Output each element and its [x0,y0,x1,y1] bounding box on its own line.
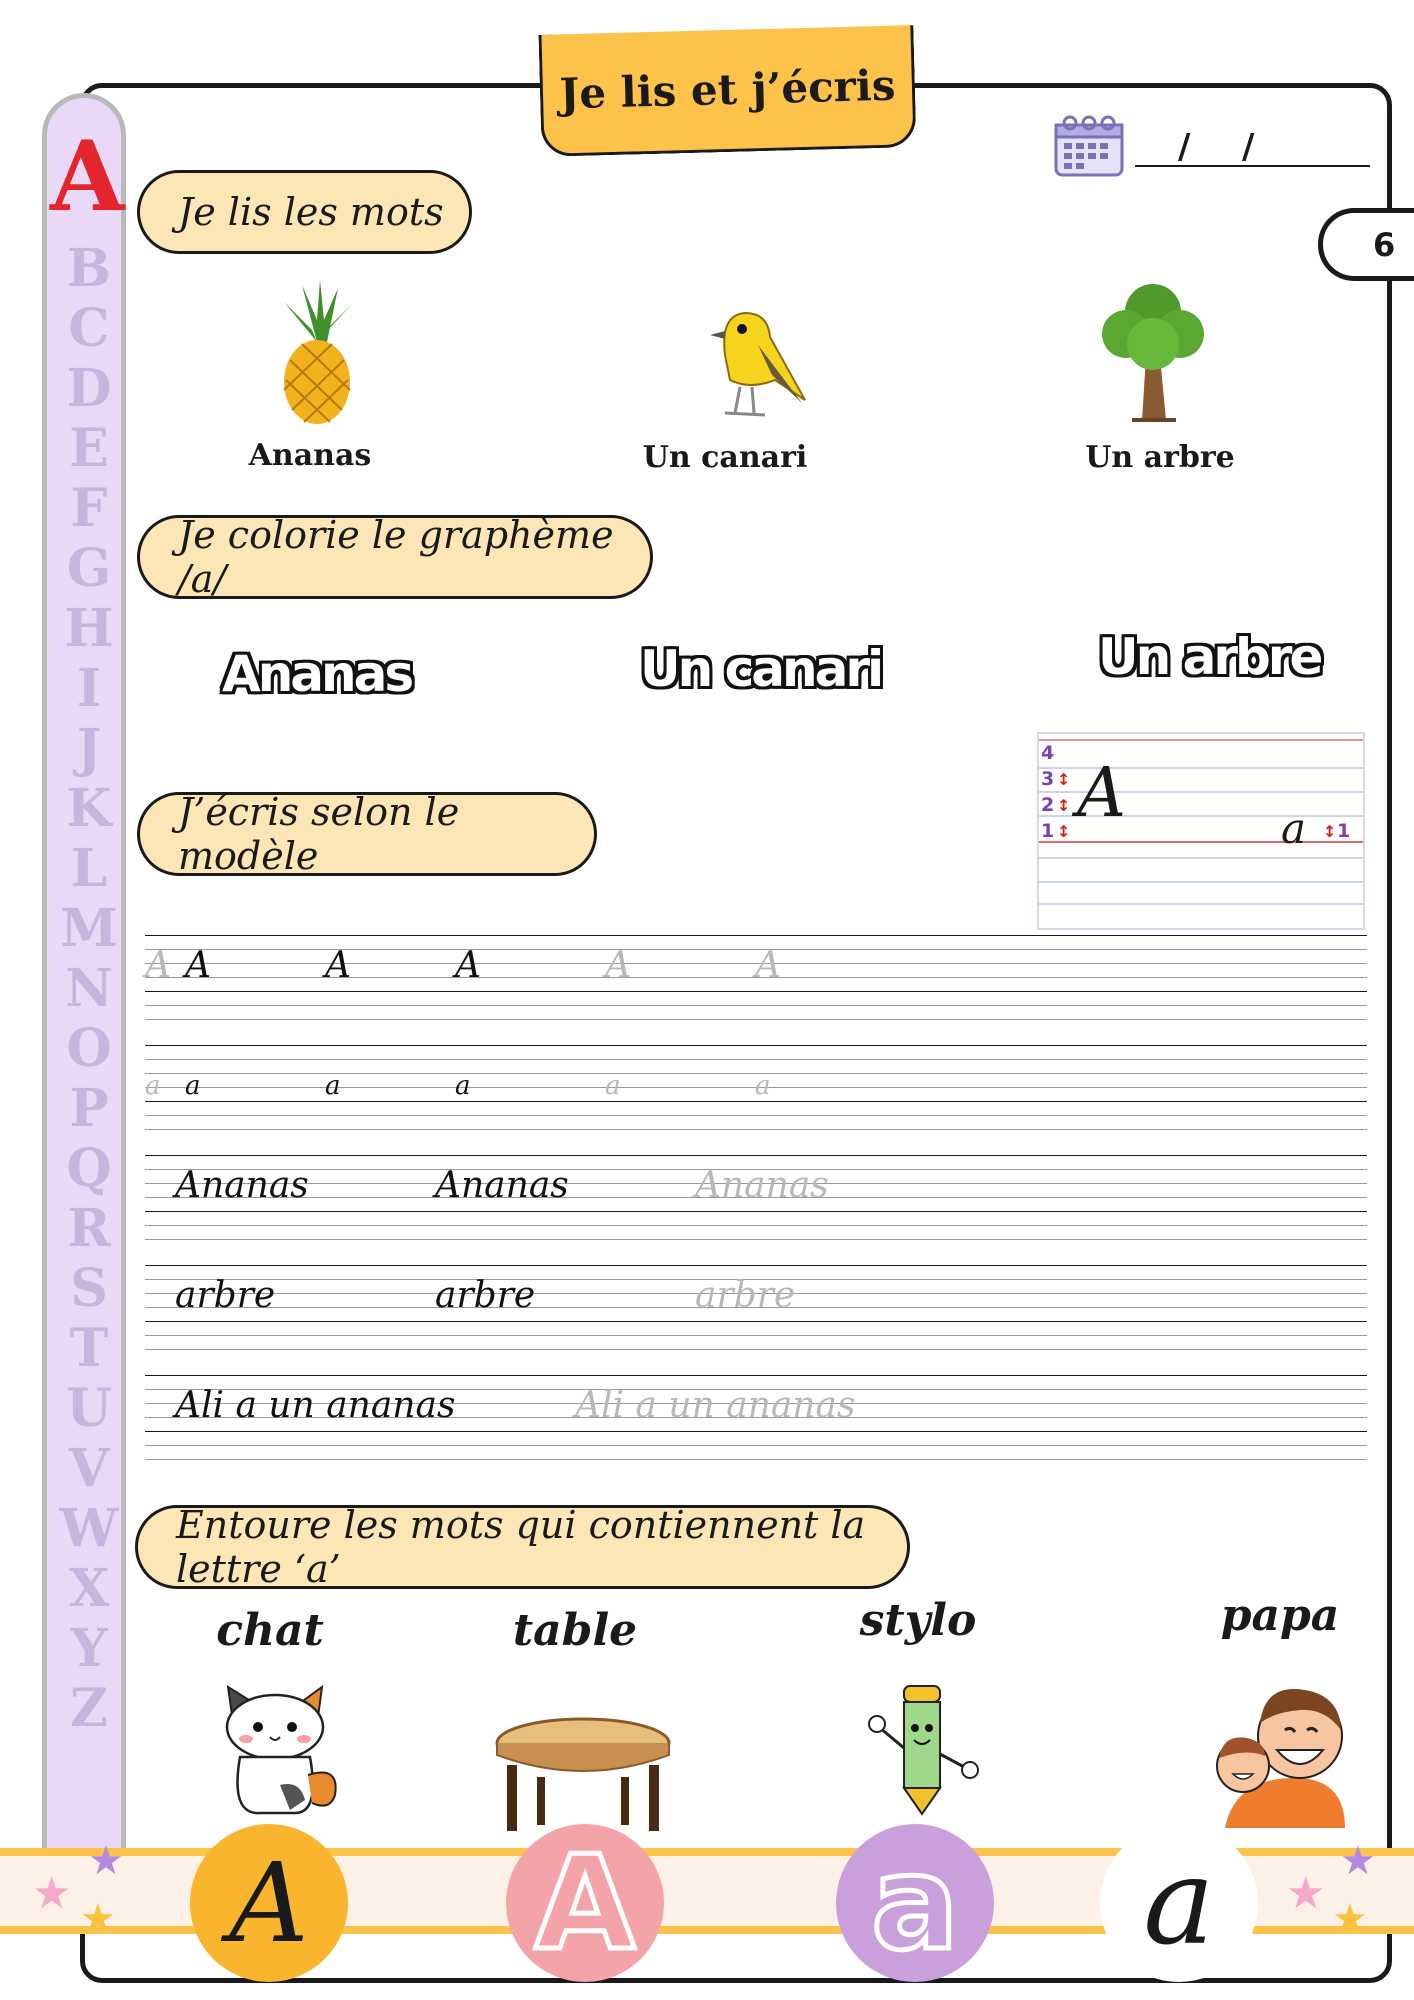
ruling-line [145,1459,1367,1460]
ruling-line [145,1431,1367,1432]
model-word: Ananas [175,1165,309,1206]
trace-word: A [605,945,631,986]
writing-row[interactable] [145,1155,1367,1255]
cursive-a-upper-icon: A [229,1839,309,1967]
alphabet-letter: N [65,958,113,1019]
model-word: a [185,1071,201,1101]
date-separator: / [1242,127,1255,167]
alphabet-letter: P [69,1078,109,1139]
model-word: Ali a un ananas [175,1385,456,1426]
model-word: arbre [435,1275,536,1316]
cat-icon [210,1685,345,1817]
alphabet-letter: Y [70,1618,108,1679]
word-label: Un canari [642,440,808,475]
arrow-icon: ↕ [1057,822,1071,841]
model-word: A [455,945,481,986]
outline-word[interactable]: Un arbre [1098,628,1321,686]
section-heading-color-grapheme: Je colorie le graphème /a/ [137,515,653,599]
arrow-icon: ↕ [1323,822,1337,841]
model-word: a [455,1071,471,1101]
level-label: 1 [1337,820,1351,842]
writing-row[interactable] [145,1375,1367,1475]
ruling-line [145,1059,1367,1060]
alphabet-letter: H [64,598,114,659]
level-label: 1 [1041,820,1055,842]
word-label: Ananas [248,438,372,473]
ruling-line [145,1045,1367,1046]
section-heading-write-model: J’écris selon le modèle [137,792,597,876]
page-number: 6 [1318,208,1414,281]
model-uppercase-a: A [1077,754,1127,833]
ruling-line [145,1115,1367,1116]
pineapple-icon [272,280,362,425]
alphabet-letter: T [69,1318,109,1379]
level-label: 2 [1041,794,1055,816]
ruling-line [145,1375,1367,1376]
model-lowercase-a: a [1281,804,1307,853]
footer-circle [190,1824,348,1982]
footer-circle [1100,1824,1258,1982]
ruling-line [145,1211,1367,1212]
outline-word[interactable]: Un canari [640,640,882,698]
alphabet-letter: Q [66,1138,112,1199]
ruling-line [145,991,1367,992]
trace-word: A [755,945,781,986]
section-heading-circle-words: Entoure les mots qui contiennent la lettre ‘a’ [135,1505,910,1589]
canary-icon [680,295,810,420]
pencil-icon [862,1678,982,1818]
alphabet-letter: R [67,1198,111,1259]
ruling-line [145,1155,1367,1156]
word-to-circle[interactable]: stylo [859,1595,977,1646]
ruling-line [145,1225,1367,1226]
ruling-line [145,1335,1367,1336]
alphabet-letter: I [76,658,102,719]
star-icon: ★ [1332,1896,1368,1942]
title-tab [538,25,916,157]
star-icon: ★ [1340,1838,1376,1884]
tree-icon [1098,282,1208,424]
table-icon [493,1715,673,1833]
ruling-line [145,935,1367,936]
trace-word: arbre [695,1275,796,1316]
arrow-icon: ↕ [1057,796,1071,815]
alphabet-letter: E [69,418,109,479]
alphabet-letter: S [70,1258,108,1319]
star-icon: ★ [80,1896,116,1942]
model-word: a [325,1071,341,1101]
alphabet-letter: K [66,778,112,839]
footer-circle [836,1824,994,1982]
trace-word: A [145,945,171,986]
tracing-a-lower-icon: a [871,1827,959,1979]
ruling-line [145,1239,1367,1240]
word-to-circle[interactable]: table [512,1605,638,1656]
model-word: arbre [175,1275,276,1316]
alphabet-letter: Z [70,1678,108,1739]
tracing-a-upper-icon: A [534,1827,636,1979]
trace-word: a [755,1071,771,1101]
father-child-icon [1205,1678,1355,1828]
ruling-line [145,1445,1367,1446]
ruling-line [145,1129,1367,1130]
alphabet-letter: O [66,1018,112,1079]
alphabet-letter: C [68,298,110,359]
level-label: 3 [1041,768,1055,790]
alphabet-highlight-letter: A [50,120,125,233]
ruling-line [145,1101,1367,1102]
alphabet-letter: L [70,838,108,899]
ruling-line [145,1321,1367,1322]
alphabet-strip [42,93,126,1853]
trace-word: Ananas [695,1165,829,1206]
writing-model-box [1037,732,1365,930]
outline-word[interactable]: Ananas [222,645,412,703]
word-label: Un arbre [1085,440,1235,475]
cursive-a-lower-icon: a [1143,1833,1215,1972]
ruling-line [145,1005,1367,1006]
alphabet-letter: F [70,478,108,539]
calendar-icon [1052,115,1130,177]
alphabet-letter: X [68,1558,110,1619]
alphabet-letter: M [60,898,118,959]
word-to-circle[interactable]: papa [1220,1590,1340,1641]
alphabet-letter: J [76,718,102,779]
model-word: A [185,945,211,986]
word-to-circle[interactable]: chat [216,1605,324,1656]
ruling-line [145,1019,1367,1020]
trace-word: Ali a un ananas [575,1385,856,1426]
writing-row[interactable] [145,1265,1367,1365]
alphabet-letter: B [67,238,111,299]
page-title: Je lis et j’écris [558,60,897,119]
alphabet-letter: G [66,538,112,599]
level-label: 4 [1041,742,1055,764]
footer-circle [506,1824,664,1982]
trace-word: a [605,1071,621,1101]
alphabet-letter: U [66,1378,112,1439]
alphabet-letter: W [59,1498,119,1559]
model-word: Ananas [435,1165,569,1206]
star-icon: ★ [1286,1868,1326,1919]
ruling-line [145,1265,1367,1266]
section-heading-read-words: Je lis les mots [137,170,472,254]
date-separator: / [1178,127,1191,167]
model-word: A [325,945,351,986]
alphabet-letter: D [66,358,112,419]
date-field[interactable] [1050,115,1370,175]
star-icon: ★ [88,1838,124,1884]
ruling-line [145,1349,1367,1350]
writing-row[interactable] [145,1045,1367,1145]
alphabet-letter: V [68,1438,110,1499]
star-icon: ★ [32,1868,72,1919]
trace-word: a [145,1071,161,1101]
arrow-icon: ↕ [1057,770,1071,789]
writing-row[interactable] [145,935,1367,1035]
